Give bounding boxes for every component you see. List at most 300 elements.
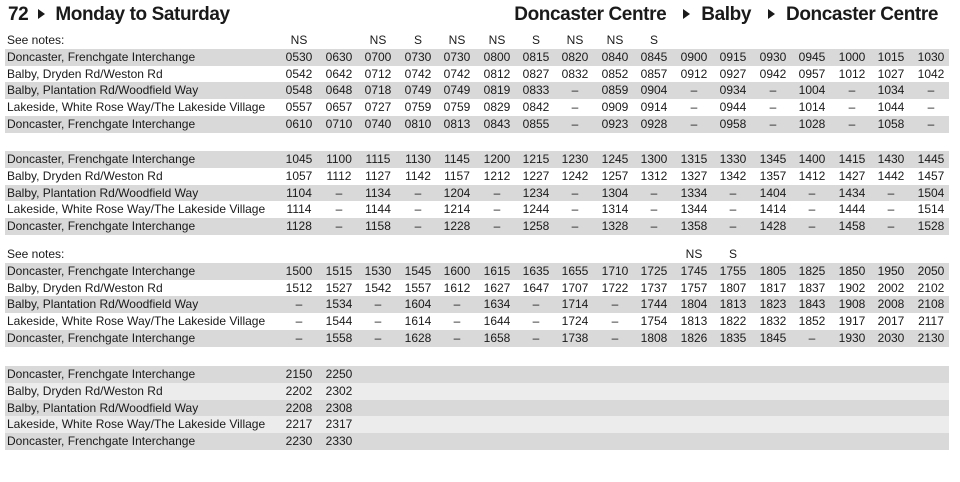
departure-time: 1427 <box>838 168 866 183</box>
departure-time: 1845 <box>759 330 787 345</box>
departure-time: 1823 <box>759 297 787 312</box>
departure-time: 0840 <box>601 49 629 64</box>
departure-time: 1714 <box>561 297 589 312</box>
departure-time: 1412 <box>798 168 826 183</box>
departure-time: 0712 <box>364 66 392 81</box>
departure-time: 1530 <box>364 263 392 278</box>
departure-time: 0740 <box>364 116 392 131</box>
stop-row <box>5 366 949 383</box>
departure-time: 0657 <box>325 100 353 115</box>
departure-time: 1145 <box>444 152 470 166</box>
stop-name: Balby, Plantation Rd/Woodfield Way <box>7 297 199 312</box>
departure-time: – <box>453 297 461 312</box>
departure-time: 1534 <box>325 297 353 312</box>
departure-time: – <box>927 116 935 131</box>
stop-row <box>5 313 949 330</box>
departure-time: 1724 <box>561 314 589 329</box>
departure-time: 1158 <box>365 219 391 234</box>
departure-time: 1357 <box>759 168 787 183</box>
departure-time: 1100 <box>326 152 352 166</box>
departure-time: 1227 <box>522 168 550 183</box>
departure-time: 0909 <box>601 100 629 115</box>
departure-time: 1144 <box>365 202 391 217</box>
departure-time: 2102 <box>917 280 945 295</box>
departure-time: 1514 <box>917 202 945 217</box>
departure-time: 0759 <box>404 100 432 115</box>
stop-row <box>5 116 949 133</box>
departure-time: – <box>414 219 422 234</box>
departure-time: 2030 <box>877 330 905 345</box>
departure-time: 1644 <box>483 314 511 329</box>
departure-time: 1157 <box>444 168 470 183</box>
departure-time: – <box>571 116 579 131</box>
departure-time: 2202 <box>285 383 313 398</box>
departure-time: – <box>729 185 737 200</box>
departure-time: 0810 <box>404 116 432 131</box>
departure-time: 0927 <box>719 66 747 81</box>
departure-time: 1400 <box>798 152 826 166</box>
departure-time: 1042 <box>917 66 945 81</box>
departure-time: 1930 <box>838 330 866 345</box>
departure-time: – <box>374 297 382 312</box>
departure-time: – <box>690 116 698 131</box>
departure-time: 0749 <box>443 83 471 98</box>
departure-time: 0820 <box>561 49 589 64</box>
departure-time: 2302 <box>325 383 353 398</box>
stop-name: Balby, Dryden Rd/Weston Rd <box>7 168 163 183</box>
departure-time: 1112 <box>326 168 352 183</box>
departure-time: – <box>493 185 501 200</box>
departure-time: 1430 <box>877 152 905 166</box>
note-code: NS <box>290 33 308 47</box>
departure-time: 1817 <box>759 280 787 295</box>
stop-name: Balby, Dryden Rd/Weston Rd <box>7 280 163 295</box>
departure-time: – <box>571 202 579 217</box>
departure-time: 0557 <box>285 100 313 115</box>
route-days: Monday to Saturday <box>55 4 230 25</box>
departure-time: – <box>650 202 658 217</box>
departure-time: – <box>808 330 816 345</box>
stop-name: Doncaster, Frenchgate Interchange <box>7 263 196 278</box>
departure-time: 2330 <box>325 434 353 449</box>
departure-time: 0900 <box>680 49 708 64</box>
route-stop-origin: Doncaster Centre <box>514 4 667 25</box>
note-code: S <box>531 33 540 47</box>
departure-time: – <box>571 83 579 98</box>
departure-time: – <box>887 202 895 217</box>
stop-name: Balby, Plantation Rd/Woodfield Way <box>7 185 199 200</box>
stop-name: Balby, Plantation Rd/Woodfield Way <box>7 83 199 98</box>
departure-time: 1414 <box>759 202 787 217</box>
departure-time: 1635 <box>522 263 550 278</box>
stop-row <box>5 296 949 313</box>
departure-time: 1328 <box>601 219 629 234</box>
departure-time: 0944 <box>719 100 747 115</box>
departure-time: 1415 <box>838 152 866 166</box>
stop-row <box>5 263 949 280</box>
departure-time: 1404 <box>759 185 787 200</box>
departure-time: 1130 <box>405 152 431 166</box>
stop-name: Doncaster, Frenchgate Interchange <box>7 367 196 381</box>
departure-time: – <box>729 202 737 217</box>
note-code: NS <box>369 33 387 47</box>
departure-time: 1242 <box>561 168 589 183</box>
departure-time: 0934 <box>719 83 747 98</box>
departure-time: 2208 <box>285 400 313 415</box>
departure-time: – <box>493 202 501 217</box>
departure-time: 0930 <box>759 49 787 64</box>
triangle-arrow-icon <box>768 9 775 19</box>
stop-row <box>5 416 949 433</box>
departure-time: – <box>414 202 422 217</box>
departure-time: – <box>611 314 619 329</box>
departure-time: 1634 <box>483 297 511 312</box>
departure-time: 1234 <box>522 185 550 200</box>
departure-time: 1825 <box>798 263 826 278</box>
departure-time: 1843 <box>798 297 826 312</box>
departure-time: 0730 <box>443 49 471 64</box>
departure-time: – <box>335 202 343 217</box>
departure-time: 1257 <box>601 168 629 183</box>
departure-time: 1244 <box>522 202 550 217</box>
departure-time: 1902 <box>838 280 866 295</box>
departure-time: 1327 <box>680 168 708 183</box>
departure-time: – <box>927 100 935 115</box>
departure-time: – <box>414 185 422 200</box>
departure-time: 1725 <box>640 263 668 278</box>
departure-time: 0630 <box>325 49 353 64</box>
departure-time: 1615 <box>483 263 511 278</box>
departure-time: 1804 <box>680 297 708 312</box>
departure-time: 1358 <box>680 219 708 234</box>
departure-time: – <box>571 219 579 234</box>
departure-time: 0727 <box>364 100 392 115</box>
departure-time: 1200 <box>483 152 511 166</box>
departure-time: 1342 <box>719 168 747 183</box>
stop-name: Balby, Plantation Rd/Woodfield Way <box>7 400 199 415</box>
departure-time: 1647 <box>522 280 550 295</box>
departure-time: 1528 <box>917 219 945 234</box>
departure-time: 1807 <box>719 280 747 295</box>
departure-time: 1557 <box>404 280 432 295</box>
departure-time: 0812 <box>483 66 511 81</box>
departure-time: – <box>769 116 777 131</box>
departure-time: 0542 <box>285 66 313 81</box>
departure-time: 0945 <box>798 49 826 64</box>
stop-row <box>5 82 949 99</box>
departure-time: 0742 <box>404 66 432 81</box>
departure-time: 1813 <box>719 297 747 312</box>
stop-row <box>5 201 949 218</box>
departure-time: 1030 <box>917 49 945 64</box>
departure-time: – <box>295 297 303 312</box>
timetable-block <box>5 32 949 133</box>
note-code: S <box>649 33 658 47</box>
departure-time: – <box>808 219 816 234</box>
stop-name: Lakeside, White Rose Way/The Lakeside Village <box>7 417 266 432</box>
departure-time: – <box>848 83 856 98</box>
departure-time: 2008 <box>877 297 905 312</box>
departure-time: 1044 <box>877 100 905 115</box>
departure-time: 0923 <box>601 116 629 131</box>
departure-time: 1228 <box>443 219 471 234</box>
stop-row <box>5 151 949 168</box>
departure-time: – <box>493 219 501 234</box>
departure-time: 1128 <box>286 219 312 234</box>
departure-time: – <box>729 219 737 234</box>
departure-time: 0857 <box>640 66 668 81</box>
departure-time: 0957 <box>798 66 826 81</box>
departure-time: 2317 <box>325 417 353 432</box>
departure-time: – <box>611 330 619 345</box>
route-number: 72 <box>8 4 29 25</box>
departure-time: – <box>374 314 382 329</box>
departure-time: 1710 <box>601 263 629 278</box>
departure-time: 0912 <box>680 66 708 81</box>
stop-name: Doncaster, Frenchgate Interchange <box>7 434 196 449</box>
departure-time: 1114 <box>286 202 312 217</box>
route-stop-via: Balby <box>701 4 752 25</box>
departure-time: – <box>374 330 382 345</box>
departure-time: 1600 <box>443 263 471 278</box>
departure-time: 0530 <box>285 49 313 64</box>
departure-time: 1544 <box>325 314 353 329</box>
departure-time: 1515 <box>325 263 353 278</box>
departure-time: 1835 <box>719 330 747 345</box>
departure-time: 1527 <box>325 280 353 295</box>
route-title <box>8 2 230 28</box>
departure-time: 2108 <box>917 297 945 312</box>
departure-time: 0915 <box>719 49 747 64</box>
departure-time: – <box>848 100 856 115</box>
departure-time: – <box>690 83 698 98</box>
departure-time: 1512 <box>285 280 313 295</box>
notes-label: See notes: <box>7 247 65 261</box>
departure-time: – <box>650 185 658 200</box>
departure-time: 2050 <box>917 263 945 278</box>
departure-time: 0742 <box>443 66 471 81</box>
departure-time: 1658 <box>483 330 511 345</box>
departure-time: – <box>808 202 816 217</box>
departure-time: 1245 <box>601 152 629 166</box>
departure-time: 0730 <box>404 49 432 64</box>
departure-time: 1738 <box>561 330 589 345</box>
departure-time: 1214 <box>443 202 471 217</box>
departure-time: 2217 <box>285 417 313 432</box>
departure-time: 1304 <box>601 185 629 200</box>
departure-time: 1757 <box>680 280 708 295</box>
departure-time: 0833 <box>522 83 550 98</box>
departure-time: 1028 <box>798 116 826 131</box>
notes-label: See notes: <box>7 33 65 47</box>
departure-time: 0845 <box>640 49 668 64</box>
departure-time: – <box>335 219 343 234</box>
departure-time: 0819 <box>483 83 511 98</box>
departure-time: 0648 <box>325 83 353 98</box>
departure-time: 0829 <box>483 100 511 115</box>
departure-time: 0610 <box>285 116 313 131</box>
departure-time: – <box>769 83 777 98</box>
departure-time: 1655 <box>561 263 589 278</box>
departure-time: 1104 <box>286 185 312 200</box>
departure-time: 1813 <box>680 314 708 329</box>
departure-time: – <box>611 297 619 312</box>
departure-time: – <box>295 330 303 345</box>
departure-time: 1134 <box>365 185 391 200</box>
departure-time: 1004 <box>798 83 826 98</box>
departure-time: 1737 <box>640 280 668 295</box>
stop-name: Doncaster, Frenchgate Interchange <box>7 330 196 345</box>
notes-row <box>5 246 949 263</box>
departure-time: 1142 <box>405 168 431 183</box>
departure-time: – <box>650 219 658 234</box>
departure-time: 1314 <box>601 202 629 217</box>
stop-name: Doncaster, Frenchgate Interchange <box>7 219 196 234</box>
departure-time: 1805 <box>759 263 787 278</box>
departure-time: 1542 <box>364 280 392 295</box>
departure-time: 1754 <box>640 314 668 329</box>
departure-time: 1745 <box>680 263 708 278</box>
departure-time: 0815 <box>522 49 550 64</box>
departure-time: 1850 <box>838 263 866 278</box>
departure-time: 2150 <box>285 367 313 381</box>
stop-name: Lakeside, White Rose Way/The Lakeside Village <box>7 100 266 115</box>
departure-time: 1707 <box>561 280 589 295</box>
departure-time: – <box>887 185 895 200</box>
departure-time: 1428 <box>759 219 787 234</box>
route-stop-destination: Doncaster Centre <box>786 4 938 25</box>
departure-time: 1558 <box>325 330 353 345</box>
departure-time: – <box>571 185 579 200</box>
stop-row <box>5 218 949 235</box>
departure-time: 2130 <box>917 330 945 345</box>
departure-time: 1027 <box>877 66 905 81</box>
departure-time: 1612 <box>443 280 471 295</box>
departure-time: – <box>887 219 895 234</box>
departure-time: 1832 <box>759 314 787 329</box>
departure-time: 1458 <box>838 219 866 234</box>
departure-time: 0813 <box>443 116 471 131</box>
departure-time: 0904 <box>640 83 668 98</box>
note-code: NS <box>448 33 466 47</box>
departure-time: 1000 <box>838 49 866 64</box>
stop-row <box>5 433 949 450</box>
departure-time: 0958 <box>719 116 747 131</box>
departure-time: 1258 <box>522 219 550 234</box>
departure-time: 1837 <box>798 280 826 295</box>
departure-time: 0942 <box>759 66 787 81</box>
departure-time: 1334 <box>680 185 708 200</box>
departure-time: 1917 <box>838 314 866 329</box>
departure-time: – <box>690 100 698 115</box>
notes-row <box>5 32 949 49</box>
departure-time: 1230 <box>561 152 589 166</box>
departure-time: 1500 <box>285 263 313 278</box>
departure-time: 0832 <box>561 66 589 81</box>
departure-time: – <box>769 100 777 115</box>
stop-name: Lakeside, White Rose Way/The Lakeside Village <box>7 202 266 217</box>
stop-row <box>5 66 949 83</box>
stop-row <box>5 99 949 116</box>
departure-time: 0859 <box>601 83 629 98</box>
note-code: NS <box>488 33 506 47</box>
departure-time: 1808 <box>640 330 668 345</box>
departure-time: 1545 <box>404 263 432 278</box>
departure-time: 1628 <box>404 330 432 345</box>
departure-time: – <box>453 314 461 329</box>
departure-time: 1950 <box>877 263 905 278</box>
departure-time: 0548 <box>285 83 313 98</box>
stop-name: Balby, Dryden Rd/Weston Rd <box>7 66 163 81</box>
departure-time: 1312 <box>640 168 668 183</box>
departure-time: 2017 <box>877 314 905 329</box>
departure-time: 1908 <box>838 297 866 312</box>
stop-row <box>5 49 949 66</box>
departure-time: 1822 <box>719 314 747 329</box>
departure-time: 1012 <box>838 66 866 81</box>
stop-row <box>5 280 949 297</box>
departure-time: 0928 <box>640 116 668 131</box>
departure-time: 1315 <box>680 152 708 166</box>
stop-row <box>5 330 949 347</box>
departure-time: 0642 <box>325 66 353 81</box>
departure-time: 2250 <box>325 367 353 381</box>
departure-time: – <box>927 83 935 98</box>
departure-time: 1504 <box>917 185 945 200</box>
departure-time: 1344 <box>680 202 708 217</box>
departure-time: 1300 <box>640 152 668 166</box>
departure-time: 1744 <box>640 297 668 312</box>
stop-row <box>5 185 949 202</box>
route-stops-header <box>514 2 938 28</box>
departure-time: 0842 <box>522 100 550 115</box>
timetable-block <box>5 366 949 450</box>
departure-time: 1442 <box>877 168 905 183</box>
departure-time: 1345 <box>759 152 787 166</box>
departure-time: – <box>532 297 540 312</box>
departure-time: 1014 <box>798 100 826 115</box>
triangle-arrow-icon <box>683 9 690 19</box>
stop-name: Doncaster, Frenchgate Interchange <box>7 152 196 166</box>
stop-row <box>5 383 949 400</box>
departure-time: – <box>295 314 303 329</box>
departure-time: 1627 <box>483 280 511 295</box>
note-code: S <box>728 247 737 261</box>
departure-time: 1127 <box>365 168 391 183</box>
departure-time: – <box>453 330 461 345</box>
departure-time: 1034 <box>877 83 905 98</box>
triangle-arrow-icon <box>38 9 45 19</box>
departure-time: 0852 <box>601 66 629 81</box>
departure-time: 1445 <box>917 152 945 166</box>
departure-time: 2117 <box>918 314 944 329</box>
stop-name: Doncaster, Frenchgate Interchange <box>7 49 196 64</box>
departure-time: 2308 <box>325 400 353 415</box>
departure-time: – <box>532 330 540 345</box>
departure-time: 1457 <box>917 168 945 183</box>
departure-time: 1604 <box>404 297 432 312</box>
departure-time: 1330 <box>719 152 747 166</box>
departure-time: – <box>808 185 816 200</box>
departure-time: – <box>571 100 579 115</box>
departure-time: 0700 <box>364 49 392 64</box>
departure-time: 0718 <box>364 83 392 98</box>
departure-time: 1045 <box>285 152 313 166</box>
departure-time: 0749 <box>404 83 432 98</box>
timetable-block <box>5 151 949 235</box>
departure-time: 0827 <box>522 66 550 81</box>
departure-time: 0843 <box>483 116 511 131</box>
